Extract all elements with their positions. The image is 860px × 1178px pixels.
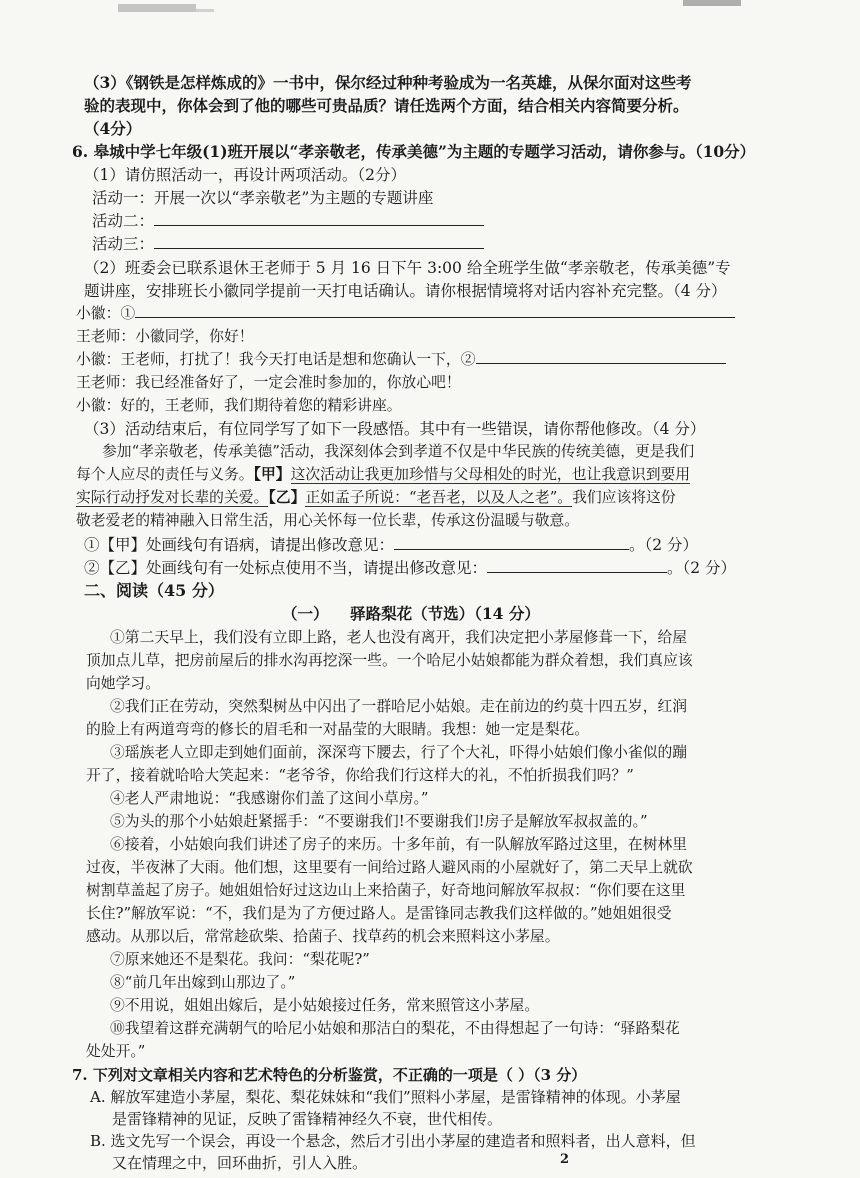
- passage-line: 的脸上有两道弯弯的修长的眉毛和一对晶莹的大眼睛。我想：她一定是梨花。: [86, 721, 590, 738]
- underlined-sentence-jia: 这次活动让我更加珍惜与父母相处的时光，也让我意识到要用: [290, 466, 691, 483]
- passage-line: ⑧“前几年出嫁到山那边了。”: [110, 974, 296, 991]
- q6-1-prompt: （1）请仿照活动一，再设计两项活动。（2分）: [84, 166, 406, 184]
- dialogue-3-blank[interactable]: [476, 349, 726, 364]
- dialogue-2: 王老师：小徽同学，你好！: [76, 328, 254, 345]
- q7-option-a: A. 解放军建造小茅屋，梨花、梨花妹妹和“我们”照料小茅屋，是雷锋精神的体现。小茅屋: [90, 1088, 681, 1106]
- dialogue-1: 小徽：①: [76, 305, 136, 322]
- marker-yi: 【乙】: [268, 489, 306, 506]
- activity-3-row: [92, 233, 484, 255]
- passage-line: ①第二天早上，我们没有立即上路，老人也没有离开，我们决定把小茅屋修葺一下，给屋: [110, 629, 688, 646]
- passage-line: 开了，接着就哈哈大笑起来：“老爷爷，你给我们行这样大的礼，不怕折损我们吗？”: [86, 767, 634, 784]
- reflection-line: 敬老爱老的精神融入日常生活，用心关怀每一位长辈，传承这份温暖与敬意。: [76, 512, 580, 529]
- reflection-text: 我们应该将这份: [572, 489, 676, 506]
- activity-3-label: 活动三：: [92, 235, 155, 253]
- dialogue-5: 小徽：好的，王老师，我们期待着您的精彩讲座。: [76, 397, 402, 414]
- activity-1: 活动一：开展一次以“孝亲敬老”为主题的专题讲座: [92, 189, 434, 207]
- q6-title: 6. 皋城中学七年级(1)班开展以“孝亲敬老，传承美德”为主题的专题学习活动，请你参与。（10分）: [72, 142, 756, 161]
- activity-3-blank[interactable]: [154, 234, 484, 249]
- underlined-sentence-yi: 正如孟子所说：“老吾老，以及人之老”。: [305, 489, 573, 506]
- marker-jia: 【甲】: [253, 466, 291, 483]
- reflection-text: 每个人应尽的责任与义务。: [76, 466, 254, 483]
- q6-3-sub1-text: ①【甲】处画线句有语病，请提出修改意见：: [84, 536, 395, 554]
- passage-title: 驿路梨花（节选）（14 分）: [350, 604, 540, 623]
- q6-3-sub1-score: 。（2 分）: [629, 536, 699, 554]
- q5-3-line: （4分）: [84, 119, 142, 138]
- q5-3-line: 验的表现中，你体会到了他的哪些可贵品质？请任选两个方面，结合相关内容简要分析。: [84, 96, 689, 115]
- section-heading: 二、阅读（45 分）: [84, 581, 224, 600]
- scan-artifact: [118, 4, 196, 12]
- passage-subtitle: [282, 603, 540, 625]
- q6-3-prompt: （3）活动结束后，有位同学写了如下一段感悟。其中有一些错误，请你帮他修改。（4 分）: [84, 420, 706, 438]
- q6-3-sub1-blank[interactable]: [394, 535, 629, 550]
- passage-line: ⑨不用说，姐姐出嫁后，是小姑娘接过任务，常来照管这小茅屋。: [110, 997, 540, 1014]
- dialogue-4: 王老师：我已经准备好了，一定会准时参加的，你放心吧！: [76, 374, 461, 391]
- activity-2-label: 活动二：: [92, 212, 155, 230]
- q6-2-line: 题讲座，安排班长小徽同学提前一天打电话确认。请你根据情境将对话内容补充完整。（4 分）: [84, 282, 727, 300]
- q7-option-b-cont: 又在情理之中，回环曲折，引人入胜。: [112, 1154, 368, 1172]
- q6-3-sub2-blank[interactable]: [487, 558, 667, 573]
- q6-3-sub2-score: 。（2 分）: [667, 559, 737, 577]
- passage-line: ⑤为头的那个小姑娘赶紧摇手：“不要谢我们!不要谢我们!房子是解放军叔叔盖的。”: [110, 813, 648, 830]
- passage-line: 向她学习。: [86, 675, 160, 692]
- q6-3-sub2: [84, 557, 736, 579]
- passage-line: ⑥接着，小姑娘向我们讲述了房子的来历。十多年前，有一队解放军路过这里，在树林里: [110, 836, 688, 853]
- q7-option-b: B. 选文先写一个误会，再设一个悬念，然后才引出小茅屋的建造者和照料者，出人意料，但: [90, 1132, 696, 1150]
- dialogue-3-row: [76, 349, 726, 371]
- reflection-line: 参加“孝亲敬老，传承美德”活动，我深刻体会到孝道不仅是中华民族的传统美德，更是我们: [102, 443, 695, 460]
- q6-3-sub2-text: ②【乙】处画线句有一处标点使用不当，请提出修改意见：: [84, 559, 488, 577]
- passage-line: ⑩我望着这群充满朝气的哈尼小姑娘和那洁白的梨花，不由得想起了一句诗：“驿路梨花: [110, 1020, 680, 1037]
- dialogue-1-blank[interactable]: [135, 303, 735, 318]
- dialogue-1-row: [76, 303, 735, 325]
- passage-line: ③瑶族老人立即走到她们面前，深深弯下腰去，行了个大礼，吓得小姑娘们像小雀似的蹦: [110, 744, 688, 761]
- reflection-line: [76, 464, 690, 486]
- passage-line: ⑦原来她还不是梨花。我问：“梨花呢?”: [110, 951, 370, 968]
- passage-line: 长住?”解放军说：“不，我们是为了方便过路人。是雷锋同志教我们这样做的。”她姐姐很受: [86, 905, 672, 922]
- q6-2-line: （2）班委会已联系退休王老师于 5 月 16 日下午 3:00 给全班学生做“孝亲敬老，传承美德”专: [84, 259, 731, 277]
- passage-line: 树割草盖起了房子。她姐姐恰好过这边山上来拾菌子，好奇地问解放军叔叔：“你们要在这里: [86, 882, 686, 899]
- q5-3-line: （3）《钢铁是怎样炼成的》一书中，保尔经过种种考验成为一名英雄，从保尔面对这些考: [84, 73, 692, 92]
- reflection-line: [76, 487, 676, 509]
- passage-line: 过夜，半夜淋了大雨。他们想，这里要有一间给过路人避风雨的小屋就好了，第二天早上就砍: [86, 859, 693, 876]
- passage-line: 处处开。”: [86, 1043, 146, 1060]
- underlined-sentence-jia: 实际行动抒发对长辈的关爱。: [76, 489, 269, 506]
- activity-2-row: [92, 210, 484, 232]
- page-number: 2: [560, 1152, 570, 1167]
- passage-line: 感动。从那以后，常常趁砍柴、拾菌子、找草药的机会来照料这小茅屋。: [86, 928, 560, 945]
- passage-line: ②我们正在劳动，突然梨树丛中闪出了一群哈尼小姑娘。走在前边的约莫十四五岁，红润: [110, 698, 688, 715]
- dialogue-3: 小徽：王老师，打扰了！我今天打电话是想和您确认一下，②: [76, 351, 476, 368]
- q7-stem: 7. 下列对文章相关内容和艺术特色的分析鉴赏，不正确的一项是（ ）（3 分）: [72, 1066, 587, 1084]
- scan-artifact: [196, 9, 214, 12]
- passage-number: （一）: [282, 604, 329, 623]
- q7-option-a-cont: 是雷锋精神的见证，反映了雷锋精神经久不衰，世代相传。: [112, 1110, 503, 1128]
- activity-2-blank[interactable]: [154, 211, 484, 226]
- q6-3-sub1: [84, 534, 698, 556]
- scan-artifact: [683, 0, 741, 6]
- passage-line: ④老人严肃地说：“我感谢你们盖了这间小草房。”: [110, 790, 429, 807]
- passage-line: 顶加点儿草，把房前屋后的排水沟再挖深一些。一个哈尼小姑娘都能为群众着想，我们真应该: [86, 652, 693, 669]
